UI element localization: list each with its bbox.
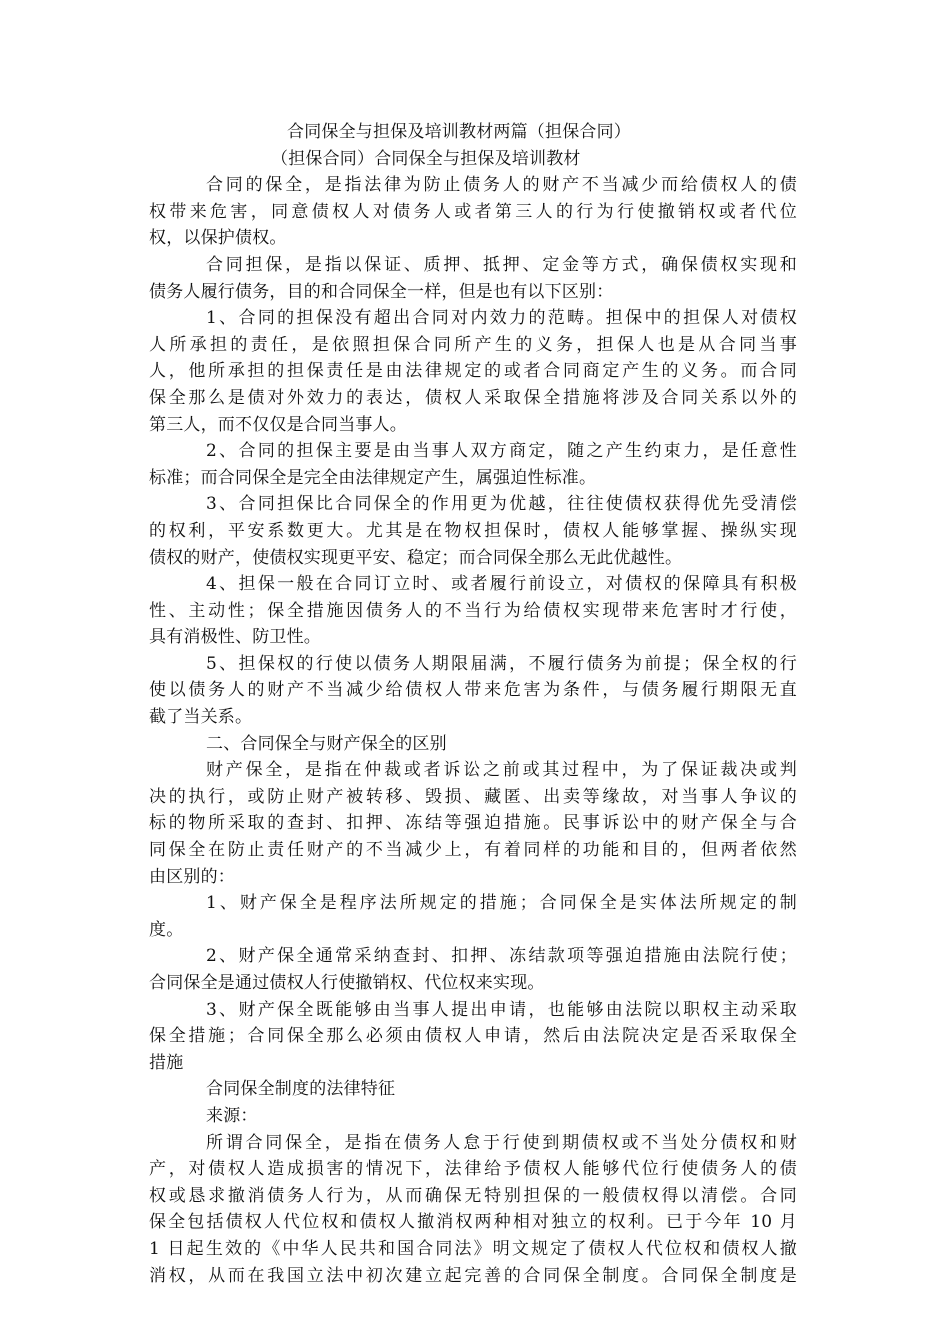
text-line: 合同保全制度的法律特征 bbox=[206, 1079, 396, 1100]
text-line: 决的执行，或防止财产被转移、毁损、藏匿、出卖等缘故，对当事人争议的 bbox=[149, 786, 797, 807]
document-page bbox=[149, 119, 797, 1289]
text-line: 3、合同担保比合同保全的作用更为优越，往往使债权获得优先受清偿 bbox=[206, 494, 797, 515]
text-line: 第三人，而不仅仅是合同当事人。 bbox=[149, 414, 407, 435]
text-line: 财产保全，是指在仲裁或者诉讼之前或其过程中，为了保证裁决或判 bbox=[206, 760, 797, 781]
text-line: 2、合同的担保主要是由当事人双方商定，随之产生约束力，是任意性 bbox=[206, 441, 797, 462]
document-body bbox=[149, 172, 797, 1289]
text-line: 人所承担的责任，是依照担保合同所产生的义务，担保人也是从合同当事 bbox=[149, 334, 797, 355]
text-line: 合同保全是通过债权人行使撤销权、代位权来实现。 bbox=[149, 973, 545, 993]
document-subtitle: （担保合同）合同保全与担保及培训教材 bbox=[271, 148, 581, 169]
text-line: 保全那么是债对外效力的表达，债权人采取保全措施将涉及合同关系以外的 bbox=[149, 387, 797, 408]
text-line: 合同的保全，是指法律为防止债务人的财产不当减少而给债权人的债 bbox=[206, 175, 797, 196]
text-line: 保全措施；合同保全那么必须由债权人申请，然后由法院决定是否采取保全 bbox=[149, 1026, 797, 1047]
text-line: 具有消极性、防卫性。 bbox=[149, 627, 321, 648]
text-line: 1 日起生效的《中华人民共和国合同法》明文规定了债权人代位权和债权人撤 bbox=[149, 1238, 797, 1259]
text-line: 权，以保护债权。 bbox=[149, 228, 287, 249]
text-line: 1、合同的担保没有超出合同对内效力的范畴。担保中的担保人对债权 bbox=[206, 308, 797, 329]
text-line: 1、财产保全是程序法所规定的措施；合同保全是实体法所规定的制 bbox=[206, 893, 797, 914]
text-line: 性、主动性；保全措施因债务人的不当行为给债权实现带来危害时才行使， bbox=[149, 600, 797, 621]
text-line: 5、担保权的行使以债务人期限届满，不履行债务为前提；保全权的行 bbox=[206, 653, 797, 674]
text-line: 保全包括债权人代位权和债权人撤消权两种相对独立的权利。已于今年 10 月 bbox=[149, 1212, 797, 1233]
text-line: 所谓合同保全，是指在债务人怠于行使到期债权或不当处分债权和财 bbox=[206, 1132, 797, 1153]
text-line: 二、合同保全与财产保全的区别 bbox=[206, 733, 447, 754]
text-line: 人，他所承担的担保责任是由法律规定的或者合同商定产生的义务。而合同 bbox=[149, 361, 797, 382]
text-line: 3、财产保全既能够由当事人提出申请，也能够由法院以职权主动采取 bbox=[206, 999, 797, 1020]
text-line: 债权的财产，使债权实现更平安、稳定；而合同保全那么无此优越性。 bbox=[149, 547, 683, 568]
document-title: 合同保全与担保及培训教材两篇（担保合同） bbox=[287, 122, 631, 142]
text-line: 截了当关系。 bbox=[149, 707, 253, 728]
text-line: 度。 bbox=[149, 919, 184, 940]
text-line: 来源： bbox=[206, 1105, 258, 1126]
text-line: 4、担保一般在合同订立时、或者履行前设立，对债权的保障具有积极 bbox=[206, 574, 797, 595]
text-line: 债务人履行债务，目的和合同保全一样，但是也有以下区别： bbox=[149, 281, 614, 302]
text-line: 标准；而合同保全是完全由法律规定产生，属强迫性标准。 bbox=[149, 467, 597, 488]
text-line: 产，对债权人造成损害的情况下，法律给予债权人能够代位行使债务人的债 bbox=[149, 1159, 797, 1180]
text-line: 使以债务人的财产不当减少给债权人带来危害为条件，与债务履行期限无直 bbox=[149, 680, 797, 701]
text-line: 的权利，平安系数更大。尤其是在物权担保时，债权人能够掌握、操纵实现 bbox=[149, 520, 797, 541]
text-line: 同保全在防止责任财产的不当减少上，有着同样的功能和目的，但两者依然 bbox=[149, 840, 797, 861]
text-line: 由区别的： bbox=[149, 866, 235, 887]
text-line: 合同担保，是指以保证、质押、抵押、定金等方式，确保债权实现和 bbox=[206, 254, 797, 275]
text-line: 权带来危害，同意债权人对债务人或者第三人的行为行使撤销权或者代位 bbox=[149, 201, 797, 222]
text-line: 权或恳求撤消债务人行为，从而确保无特别担保的一般债权得以清偿。合同 bbox=[149, 1185, 797, 1206]
text-line: 2、财产保全通常采纳查封、扣押、冻结款项等强迫措施由法院行使； bbox=[206, 946, 797, 967]
text-line: 消权，从而在我国立法中初次建立起完善的合同保全制度。合同保全制度是 bbox=[149, 1265, 797, 1286]
text-line: 标的物所采取的查封、扣押、冻结等强迫措施。民事诉讼中的财产保全与合 bbox=[149, 813, 797, 834]
text-line: 措施 bbox=[149, 1052, 184, 1073]
